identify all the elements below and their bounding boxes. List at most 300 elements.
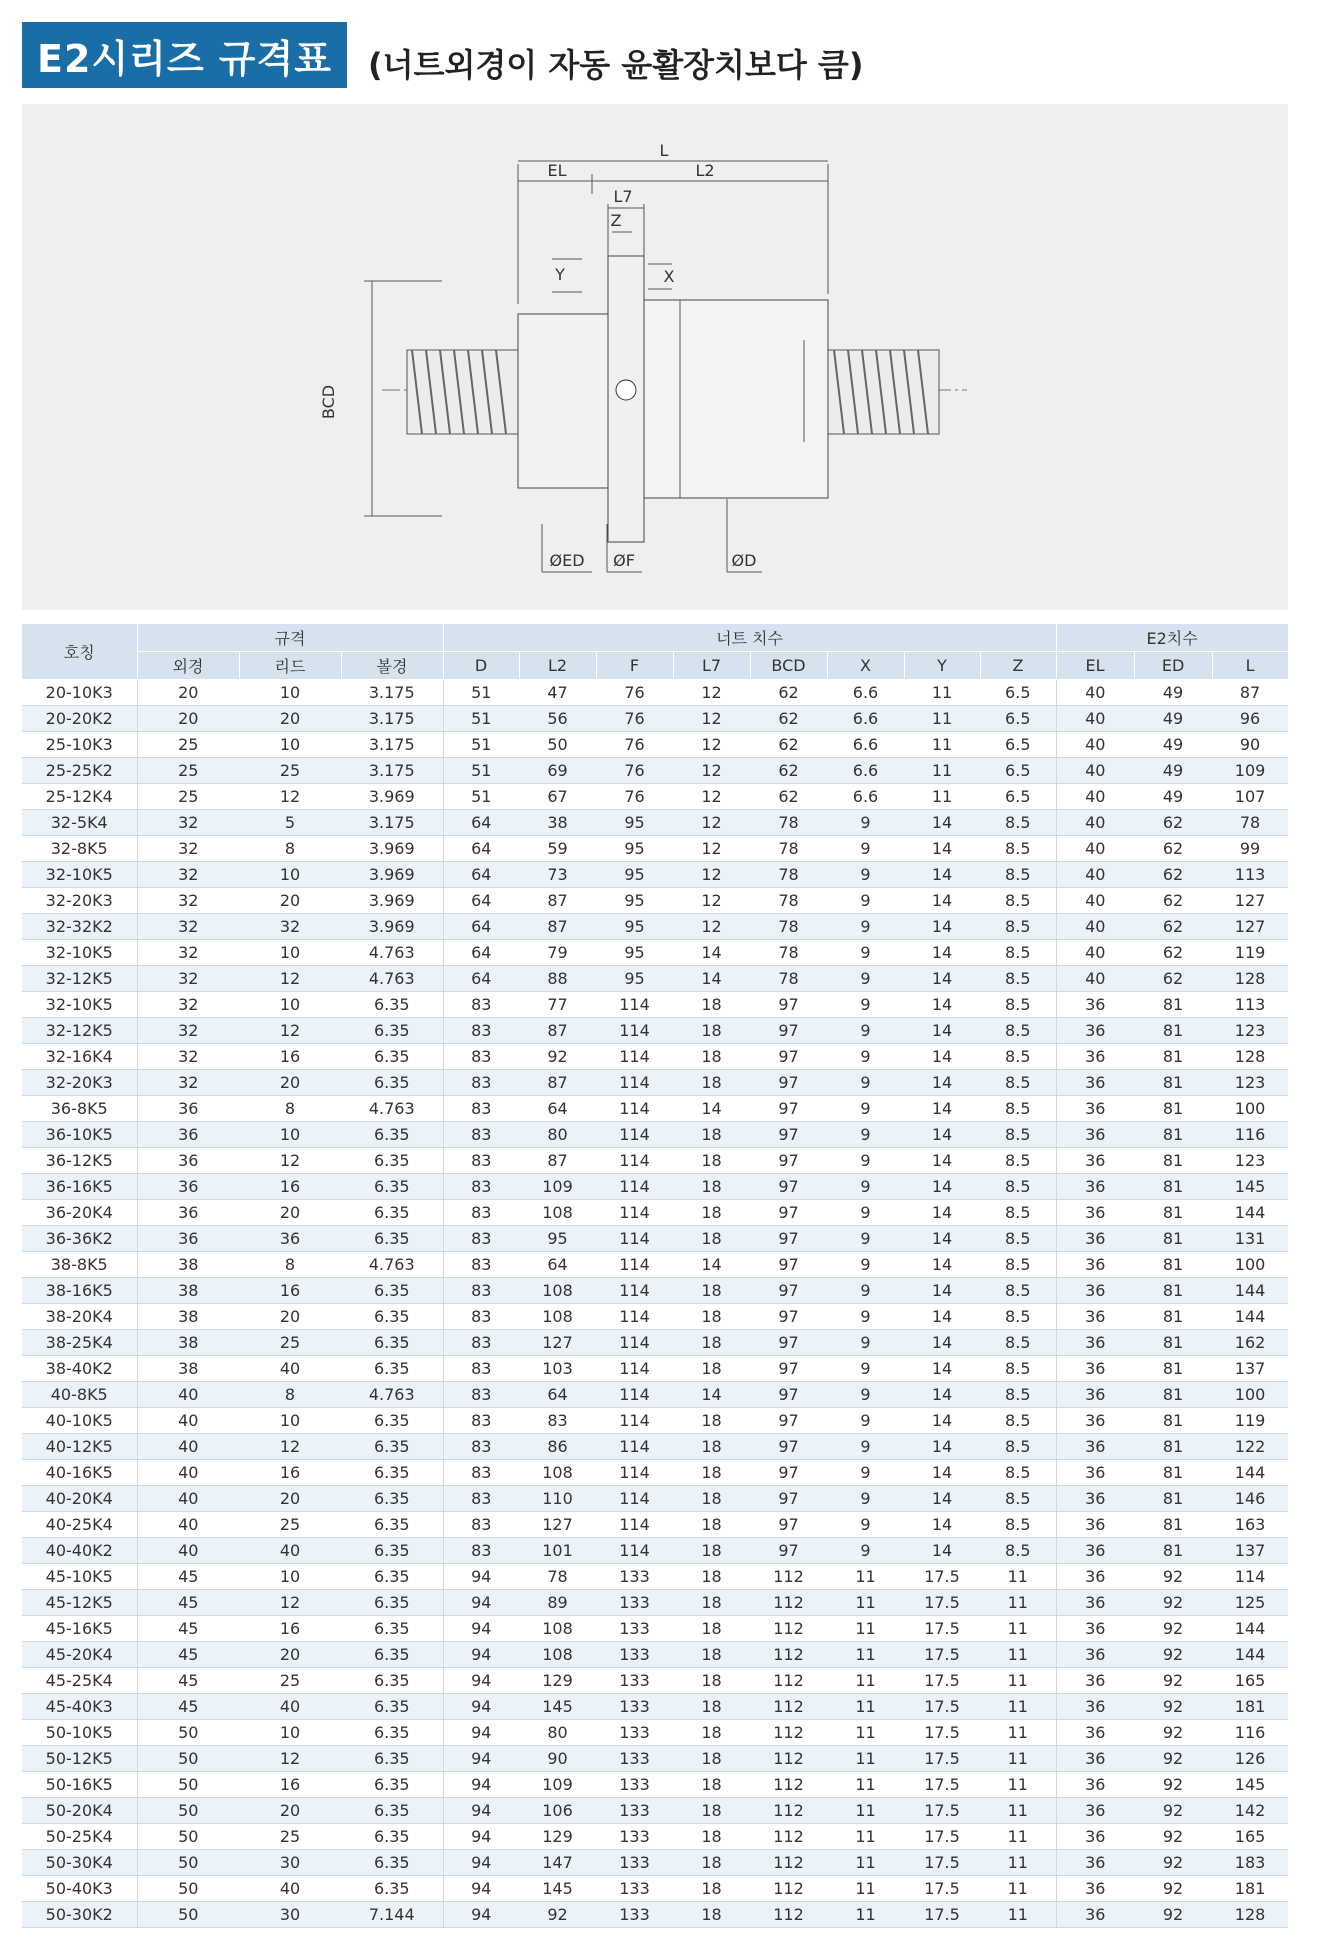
value-cell: 14: [904, 1538, 980, 1564]
value-cell: 89: [519, 1590, 596, 1616]
value-cell: 14: [904, 1148, 980, 1174]
value-cell: 81: [1134, 1252, 1212, 1278]
value-cell: 14: [904, 810, 980, 836]
table-row: [22, 1876, 1288, 1902]
label-bcd: BCD: [319, 384, 338, 420]
model-cell: 20-10K3: [22, 680, 137, 706]
model-cell: 45-12K5: [22, 1590, 137, 1616]
value-cell: 8.5: [980, 810, 1056, 836]
model-cell: 25-25K2: [22, 758, 137, 784]
value-cell: 144: [1212, 1642, 1288, 1668]
value-cell: 92: [1134, 1642, 1212, 1668]
value-cell: 81: [1134, 1070, 1212, 1096]
value-cell: 3.969: [341, 836, 443, 862]
value-cell: 81: [1134, 1486, 1212, 1512]
value-cell: 64: [443, 914, 519, 940]
value-cell: 64: [443, 810, 519, 836]
value-cell: 20: [137, 706, 239, 732]
value-cell: 97: [750, 1512, 827, 1538]
value-cell: 87: [519, 914, 596, 940]
value-cell: 83: [443, 1148, 519, 1174]
screw-shaft-right: [827, 350, 939, 434]
model-cell: 25-10K3: [22, 732, 137, 758]
value-cell: 83: [443, 1018, 519, 1044]
value-cell: 83: [443, 1356, 519, 1382]
label-z: Z: [610, 211, 622, 230]
value-cell: 18: [673, 1694, 750, 1720]
value-cell: 9: [827, 1226, 904, 1252]
table-row: [22, 940, 1288, 966]
value-cell: 4.763: [341, 1382, 443, 1408]
value-cell: 97: [750, 1356, 827, 1382]
value-cell: 36: [1056, 1668, 1134, 1694]
value-cell: 8.5: [980, 1148, 1056, 1174]
value-cell: 6.35: [341, 1824, 443, 1850]
table-row: [22, 1668, 1288, 1694]
value-cell: 6.35: [341, 1668, 443, 1694]
value-cell: 51: [443, 680, 519, 706]
value-cell: 40: [1056, 940, 1134, 966]
value-cell: 8: [239, 1382, 341, 1408]
value-cell: 16: [239, 1278, 341, 1304]
value-cell: 162: [1212, 1330, 1288, 1356]
value-cell: 9: [827, 1278, 904, 1304]
value-cell: 12: [673, 836, 750, 862]
value-cell: 8.5: [980, 836, 1056, 862]
value-cell: 36: [1056, 1226, 1134, 1252]
screw-shaft-left: [407, 350, 519, 434]
value-cell: 8.5: [980, 1434, 1056, 1460]
value-cell: 97: [750, 1486, 827, 1512]
value-cell: 83: [443, 1174, 519, 1200]
value-cell: 83: [443, 1304, 519, 1330]
table-row: [22, 1902, 1288, 1928]
value-cell: 18: [673, 1590, 750, 1616]
value-cell: 6.5: [980, 680, 1056, 706]
sub-header-cell: X: [827, 652, 904, 680]
value-cell: 97: [750, 1044, 827, 1070]
model-cell: 50-12K5: [22, 1746, 137, 1772]
value-cell: 36: [1056, 1330, 1134, 1356]
end-lubricator: [518, 314, 608, 488]
header-e2: E2치수: [1056, 624, 1288, 652]
value-cell: 6.6: [827, 784, 904, 810]
value-cell: 88: [519, 966, 596, 992]
value-cell: 114: [1212, 1564, 1288, 1590]
value-cell: 6.35: [341, 1590, 443, 1616]
value-cell: 11: [904, 758, 980, 784]
table-row: [22, 1174, 1288, 1200]
value-cell: 114: [596, 1122, 673, 1148]
value-cell: 112: [750, 1564, 827, 1590]
value-cell: 6.35: [341, 1694, 443, 1720]
value-cell: 145: [519, 1694, 596, 1720]
oil-hole-icon: [616, 380, 636, 400]
table-row: [22, 1642, 1288, 1668]
value-cell: 5: [239, 810, 341, 836]
value-cell: 17.5: [904, 1720, 980, 1746]
value-cell: 83: [443, 1252, 519, 1278]
value-cell: 11: [980, 1616, 1056, 1642]
value-cell: 10: [239, 940, 341, 966]
value-cell: 97: [750, 1278, 827, 1304]
value-cell: 36: [1056, 1590, 1134, 1616]
label-ed: ØED: [549, 551, 585, 570]
value-cell: 36: [1056, 1902, 1134, 1928]
value-cell: 107: [1212, 784, 1288, 810]
value-cell: 8.5: [980, 1512, 1056, 1538]
value-cell: 36: [1056, 1720, 1134, 1746]
value-cell: 95: [596, 940, 673, 966]
value-cell: 78: [1212, 810, 1288, 836]
value-cell: 40: [1056, 862, 1134, 888]
value-cell: 83: [443, 1408, 519, 1434]
value-cell: 6.6: [827, 732, 904, 758]
value-cell: 11: [827, 1876, 904, 1902]
value-cell: 114: [596, 1330, 673, 1356]
value-cell: 137: [1212, 1538, 1288, 1564]
value-cell: 94: [443, 1746, 519, 1772]
value-cell: 6.35: [341, 1512, 443, 1538]
value-cell: 114: [596, 1356, 673, 1382]
value-cell: 81: [1134, 1174, 1212, 1200]
model-cell: 50-10K5: [22, 1720, 137, 1746]
value-cell: 6.35: [341, 1850, 443, 1876]
value-cell: 40: [1056, 784, 1134, 810]
value-cell: 6.35: [341, 1434, 443, 1460]
value-cell: 36: [1056, 1876, 1134, 1902]
value-cell: 11: [980, 1642, 1056, 1668]
value-cell: 38: [519, 810, 596, 836]
value-cell: 32: [137, 862, 239, 888]
value-cell: 81: [1134, 1122, 1212, 1148]
value-cell: 64: [519, 1382, 596, 1408]
value-cell: 6.6: [827, 706, 904, 732]
model-cell: 20-20K2: [22, 706, 137, 732]
table-row: [22, 1252, 1288, 1278]
ball-nut-drawing: [22, 104, 1288, 610]
value-cell: 183: [1212, 1850, 1288, 1876]
value-cell: 36: [1056, 1512, 1134, 1538]
value-cell: 11: [827, 1746, 904, 1772]
value-cell: 97: [750, 1226, 827, 1252]
value-cell: 12: [673, 732, 750, 758]
drawing-svg: [22, 104, 1288, 610]
value-cell: 97: [750, 1330, 827, 1356]
table-row: [22, 836, 1288, 862]
sub-header-cell: EL: [1056, 652, 1134, 680]
value-cell: 133: [596, 1876, 673, 1902]
value-cell: 25: [137, 784, 239, 810]
value-cell: 114: [596, 1018, 673, 1044]
value-cell: 127: [1212, 888, 1288, 914]
value-cell: 127: [519, 1512, 596, 1538]
value-cell: 56: [519, 706, 596, 732]
table-row: [22, 1564, 1288, 1590]
value-cell: 64: [519, 1096, 596, 1122]
value-cell: 103: [519, 1356, 596, 1382]
value-cell: 83: [443, 1330, 519, 1356]
value-cell: 14: [904, 1122, 980, 1148]
value-cell: 36: [137, 1200, 239, 1226]
value-cell: 51: [443, 784, 519, 810]
value-cell: 3.175: [341, 706, 443, 732]
value-cell: 18: [673, 1564, 750, 1590]
value-cell: 14: [904, 1512, 980, 1538]
value-cell: 92: [519, 1044, 596, 1070]
model-cell: 32-10K5: [22, 940, 137, 966]
value-cell: 133: [596, 1720, 673, 1746]
value-cell: 133: [596, 1616, 673, 1642]
value-cell: 18: [673, 1304, 750, 1330]
value-cell: 8.5: [980, 940, 1056, 966]
value-cell: 12: [239, 784, 341, 810]
value-cell: 100: [1212, 1096, 1288, 1122]
model-cell: 36-8K5: [22, 1096, 137, 1122]
value-cell: 8.5: [980, 1122, 1056, 1148]
value-cell: 40: [1056, 706, 1134, 732]
value-cell: 49: [1134, 732, 1212, 758]
value-cell: 45: [137, 1616, 239, 1642]
value-cell: 17.5: [904, 1798, 980, 1824]
value-cell: 12: [239, 966, 341, 992]
value-cell: 36: [1056, 1694, 1134, 1720]
sub-header-row: [22, 652, 1288, 680]
value-cell: 62: [750, 706, 827, 732]
value-cell: 80: [519, 1122, 596, 1148]
value-cell: 3.175: [341, 810, 443, 836]
model-cell: 40-10K5: [22, 1408, 137, 1434]
value-cell: 9: [827, 914, 904, 940]
value-cell: 8.5: [980, 1538, 1056, 1564]
value-cell: 9: [827, 1356, 904, 1382]
value-cell: 14: [904, 862, 980, 888]
value-cell: 83: [443, 1512, 519, 1538]
value-cell: 81: [1134, 1408, 1212, 1434]
value-cell: 12: [673, 706, 750, 732]
value-cell: 18: [673, 1642, 750, 1668]
model-cell: 38-20K4: [22, 1304, 137, 1330]
value-cell: 18: [673, 1174, 750, 1200]
value-cell: 133: [596, 1668, 673, 1694]
value-cell: 11: [827, 1824, 904, 1850]
value-cell: 106: [519, 1798, 596, 1824]
value-cell: 83: [443, 1486, 519, 1512]
value-cell: 18: [673, 1902, 750, 1928]
value-cell: 11: [904, 680, 980, 706]
value-cell: 6.35: [341, 1304, 443, 1330]
value-cell: 9: [827, 1174, 904, 1200]
table-row: [22, 1720, 1288, 1746]
value-cell: 112: [750, 1902, 827, 1928]
value-cell: 94: [443, 1590, 519, 1616]
value-cell: 92: [1134, 1876, 1212, 1902]
value-cell: 114: [596, 1460, 673, 1486]
value-cell: 38: [137, 1330, 239, 1356]
value-cell: 114: [596, 1278, 673, 1304]
table-row: [22, 1772, 1288, 1798]
value-cell: 83: [443, 1434, 519, 1460]
value-cell: 11: [827, 1694, 904, 1720]
value-cell: 36: [239, 1226, 341, 1252]
value-cell: 83: [443, 1044, 519, 1070]
value-cell: 144: [1212, 1616, 1288, 1642]
sub-header-cell: 볼경: [341, 652, 443, 680]
model-cell: 36-20K4: [22, 1200, 137, 1226]
value-cell: 112: [750, 1746, 827, 1772]
value-cell: 144: [1212, 1278, 1288, 1304]
value-cell: 7.144: [341, 1902, 443, 1928]
header-nut: 너트 치수: [443, 624, 1056, 652]
value-cell: 101: [519, 1538, 596, 1564]
value-cell: 6.35: [341, 1044, 443, 1070]
value-cell: 36: [1056, 1304, 1134, 1330]
value-cell: 146: [1212, 1486, 1288, 1512]
value-cell: 6.35: [341, 1018, 443, 1044]
value-cell: 17.5: [904, 1746, 980, 1772]
value-cell: 18: [673, 1850, 750, 1876]
value-cell: 45: [137, 1642, 239, 1668]
value-cell: 8.5: [980, 1044, 1056, 1070]
table-row: [22, 1798, 1288, 1824]
value-cell: 97: [750, 1252, 827, 1278]
value-cell: 18: [673, 1200, 750, 1226]
value-cell: 14: [904, 836, 980, 862]
value-cell: 14: [904, 1382, 980, 1408]
value-cell: 90: [1212, 732, 1288, 758]
value-cell: 40: [1056, 836, 1134, 862]
value-cell: 11: [980, 1876, 1056, 1902]
value-cell: 133: [596, 1798, 673, 1824]
value-cell: 9: [827, 1304, 904, 1330]
model-cell: 38-8K5: [22, 1252, 137, 1278]
value-cell: 83: [519, 1408, 596, 1434]
value-cell: 32: [137, 914, 239, 940]
value-cell: 11: [980, 1798, 1056, 1824]
model-cell: 45-40K3: [22, 1694, 137, 1720]
value-cell: 14: [904, 1018, 980, 1044]
value-cell: 17.5: [904, 1590, 980, 1616]
model-cell: 32-20K3: [22, 1070, 137, 1096]
value-cell: 116: [1212, 1720, 1288, 1746]
value-cell: 36: [1056, 1486, 1134, 1512]
model-cell: 50-30K2: [22, 1902, 137, 1928]
value-cell: 40: [1056, 732, 1134, 758]
value-cell: 94: [443, 1668, 519, 1694]
value-cell: 8.5: [980, 1304, 1056, 1330]
value-cell: 76: [596, 732, 673, 758]
value-cell: 8.5: [980, 1070, 1056, 1096]
value-cell: 94: [443, 1720, 519, 1746]
value-cell: 18: [673, 1148, 750, 1174]
sub-header-cell: D: [443, 652, 519, 680]
value-cell: 6.5: [980, 784, 1056, 810]
value-cell: 112: [750, 1590, 827, 1616]
value-cell: 14: [904, 1434, 980, 1460]
value-cell: 12: [673, 914, 750, 940]
value-cell: 9: [827, 1070, 904, 1096]
value-cell: 36: [137, 1226, 239, 1252]
value-cell: 45: [137, 1564, 239, 1590]
value-cell: 11: [827, 1642, 904, 1668]
value-cell: 16: [239, 1174, 341, 1200]
model-cell: 40-40K2: [22, 1538, 137, 1564]
value-cell: 32: [137, 992, 239, 1018]
value-cell: 11: [827, 1590, 904, 1616]
value-cell: 11: [980, 1824, 1056, 1850]
value-cell: 95: [596, 862, 673, 888]
value-cell: 6.6: [827, 680, 904, 706]
value-cell: 18: [673, 1460, 750, 1486]
model-cell: 40-25K4: [22, 1512, 137, 1538]
value-cell: 30: [239, 1902, 341, 1928]
value-cell: 119: [1212, 940, 1288, 966]
value-cell: 114: [596, 1226, 673, 1252]
value-cell: 8.5: [980, 1460, 1056, 1486]
value-cell: 36: [1056, 1564, 1134, 1590]
value-cell: 64: [519, 1252, 596, 1278]
value-cell: 145: [1212, 1174, 1288, 1200]
value-cell: 10: [239, 1720, 341, 1746]
value-cell: 62: [1134, 914, 1212, 940]
value-cell: 36: [1056, 1772, 1134, 1798]
table-row: [22, 784, 1288, 810]
model-cell: 50-40K3: [22, 1876, 137, 1902]
value-cell: 6.6: [827, 758, 904, 784]
value-cell: 10: [239, 862, 341, 888]
value-cell: 81: [1134, 1148, 1212, 1174]
value-cell: 12: [239, 1590, 341, 1616]
value-cell: 20: [239, 1798, 341, 1824]
value-cell: 18: [673, 1772, 750, 1798]
value-cell: 6.35: [341, 1746, 443, 1772]
value-cell: 6.35: [341, 1278, 443, 1304]
value-cell: 128: [1212, 1044, 1288, 1070]
value-cell: 17.5: [904, 1850, 980, 1876]
value-cell: 9: [827, 862, 904, 888]
label-el: EL: [547, 161, 567, 180]
value-cell: 94: [443, 1824, 519, 1850]
value-cell: 40: [1056, 680, 1134, 706]
value-cell: 36: [137, 1174, 239, 1200]
value-cell: 114: [596, 1252, 673, 1278]
value-cell: 64: [443, 888, 519, 914]
value-cell: 14: [904, 940, 980, 966]
value-cell: 9: [827, 1408, 904, 1434]
value-cell: 137: [1212, 1356, 1288, 1382]
sub-header-cell: 리드: [239, 652, 341, 680]
value-cell: 81: [1134, 1382, 1212, 1408]
value-cell: 18: [673, 1538, 750, 1564]
value-cell: 64: [443, 836, 519, 862]
value-cell: 94: [443, 1798, 519, 1824]
value-cell: 36: [1056, 1746, 1134, 1772]
value-cell: 128: [1212, 1902, 1288, 1928]
value-cell: 3.969: [341, 862, 443, 888]
value-cell: 133: [596, 1746, 673, 1772]
value-cell: 9: [827, 1200, 904, 1226]
value-cell: 133: [596, 1590, 673, 1616]
value-cell: 114: [596, 1304, 673, 1330]
value-cell: 112: [750, 1720, 827, 1746]
table-row: [22, 1486, 1288, 1512]
table-row: [22, 1590, 1288, 1616]
value-cell: 40: [1056, 888, 1134, 914]
value-cell: 81: [1134, 1200, 1212, 1226]
value-cell: 129: [519, 1668, 596, 1694]
value-cell: 92: [1134, 1798, 1212, 1824]
value-cell: 20: [239, 1200, 341, 1226]
